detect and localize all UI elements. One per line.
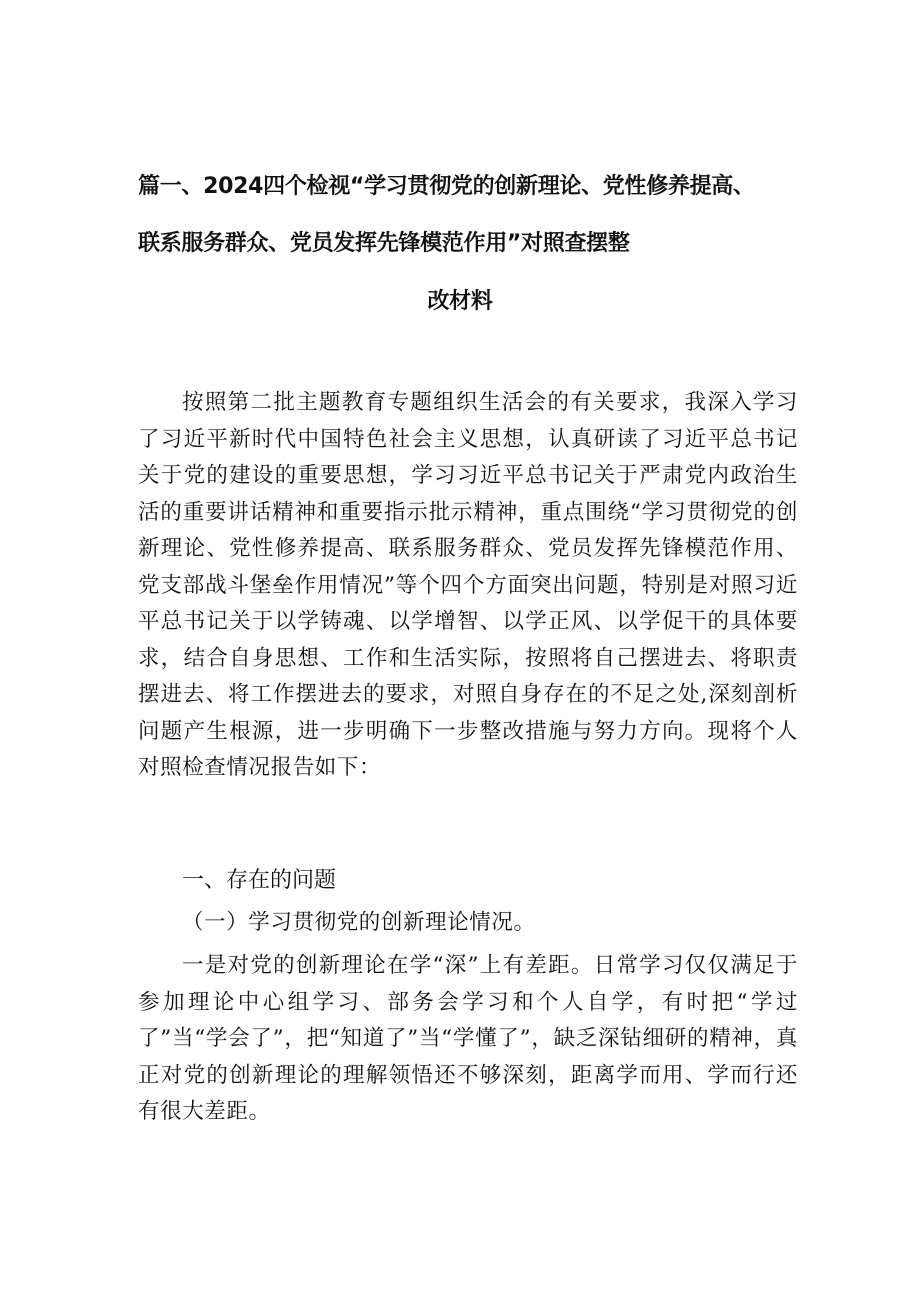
section-heading: 一、存在的问题 [182,868,337,893]
document-title-line-3: 改材料 [427,289,493,314]
document-title-line-1: 篇一、2024四个检视“学习贯彻党的创新理论、党性修养提高、 [138,174,755,199]
point-paragraph: 一是对党的创新理论在学“深”上有差距。日常学习仅仅满足于参加理论中心组学习、部务会学习和个人自学，有时把“学过了”当“学会了”，把“知道了”当“学懂了”，缺乏深钻细研的精神，真正对党的创新理论的理解领悟还不够深刻，距离学而用、学而行还有很大差距。 [138,953,798,1124]
intro-paragraph: 按照第二批主题教育专题组织生活会的有关要求，我深入学习了习近平新时代中国特色社会主义思想，认真研读了习近平总书记关于党的建设的重要思想，学习习近平总书记关于严肃党内政治生活的重要讲话精神和重要指示批示精神，重点围绕“学习贯彻党的创新理论、党性修养提高、联系服务群众、党员发挥先锋模范作用、党支部战斗堡垒作用情况”等个四个方面突出问题，特别是对照习近平总书记关于以学铸魂、以学增智、以学正风、以学促干的具体要求，结合自身思想、工作和生活实际，按照将自己摆进去、将职责摆进去、将工作摆进去的要求，对照自身存在的不足之处,深刻剖析问题产生根源，进一步明确下一步整改措施与努力方向。现将个人对照检查情况报告如下： [138,390,798,780]
document-title-line-2: 联系服务群众、党员发挥先锋模范作用”对照查摆整 [138,231,630,256]
subsection-heading: （一）学习贯彻党的创新理论情况。 [182,910,536,935]
